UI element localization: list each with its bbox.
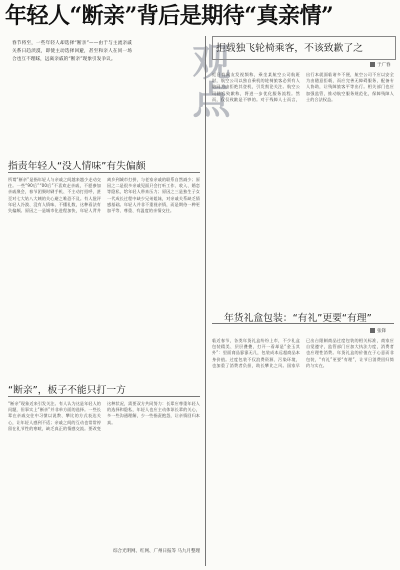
left-article-body: 所谓“断亲”是指年轻人与亲戚之间越来越少走动交往。一些“90后”“00后”不喜欢走亲戚，不愿参加亲戚聚会，春节团聚时刷手机、不主动打招呼，甚至对七大姑八大姨的关心避之唯恐不及。有人批评年轻人冷漠、没有人情味、不懂礼数，这种看法有失偏颇。原因之一是城市化进程加快，年轻人背井离乡到城市打拼，与老家亲戚的联系自然减少；原因之二是很多亲戚见面只会打听工作、收入、婚恋等隐私，给年轻人带来压力；原因之三是独生子女一代成长过程中缺少兄弟姐妹，对亲戚关系缺乏情感基础。年轻人并非不重视亲情，而是期待一种更加平等、尊重、有温度的亲情交往。 xyxy=(8,177,200,214)
right-top-byline xyxy=(370,62,391,68)
byline-mark-icon xyxy=(370,62,375,67)
column-divider xyxy=(205,36,206,566)
bottom-left-body: “断亲”现象近来引发关注。有人认为这是年轻人的问题，但事实上“断亲”并非单方面的选择。一些长辈在亲戚交往中习惯以说教、攀比的方式表达关心，让年轻人感到不适；亲戚之间的互动也常常停留在礼节性的寒暄，缺乏真正的情感交流。要改变这种状况，需要双方共同努力：长辈应尊重年轻人的选择和隐私，年轻人也应主动体谅长辈的关心，多一些沟通理解，少一些指责抱怨，让亲情回归本真。 xyxy=(8,401,200,431)
left-article-title: 指责年轻人“没人情味”有失偏颇 xyxy=(8,161,146,172)
byline-mark-icon xyxy=(370,328,375,333)
bottom-left-credit: 综合光明网、红网、广州日报等 马九月整理 xyxy=(113,549,200,554)
right-bottom-byline xyxy=(370,328,386,334)
bottom-left-title: “断亲”，板子不能只打一方 xyxy=(8,385,126,396)
right-bottom-author: 张锋 xyxy=(377,329,386,334)
right-top-title: 拒载独飞轮椅乘客，不该致歉了之 xyxy=(216,43,363,54)
right-bottom-title: 年货礼盒包装：“有礼”更要“有理” xyxy=(224,313,372,324)
page-headline: 年轻人“断亲”背后是期待“真亲情” xyxy=(5,3,334,29)
right-bottom-body: 临近春节，各类年货礼盒纷纷上市，不少礼盒包装精美、层层叠叠，打开一看却是“金玉其外”：里面商品寥寥无几，包装成本远超商品本身价值。过度包装不仅浪费资源、污染环境，也加重了消费者负担，助长攀比之风。国家早已出台限制商品过度包装的相关标准，商家应自觉遵守，监管部门应加大执法力度，消费者也应理性消费。年货礼盒的价值在于心意而非包装，“有礼”更要“有理”，让节日消费回归简约与实在。 xyxy=(212,338,394,368)
right-top-author: 于广春 xyxy=(377,63,391,68)
bottom-left-title-rule xyxy=(8,396,200,397)
left-title-rule xyxy=(8,172,200,173)
guandian-stamp: 观点 xyxy=(186,42,231,118)
lead-paragraph: 春节将至，一些年轻人却选择“断亲”——由于与主流亲戚关系日趋淡漠，即使主动选择回避，甚至和亲人在同一场合也互不理睬，远离亲戚的“断亲”现象引发争议。 xyxy=(12,41,132,62)
right-bottom-title-rule xyxy=(212,323,394,324)
right-top-body: 近日有网友发视频称，乘坐某航空公司航班时，航空公司以独自乘机的轮椅旅客必须有人陪同为由拒绝其登机，引发舆论关注。航空公司随后致歉称，将进一步优化服务流程。然而，仅仅致歉是不够的。对于残障人士而言，出行本就面临诸多不便，航空公司不应以安全为由随意拒载，而应完善无障碍服务，配备专人协助，让残障旅客平等出行。相关部门也应加强监管，推动航空服务规范化，保障残障人士的合法权益。 xyxy=(212,72,394,102)
